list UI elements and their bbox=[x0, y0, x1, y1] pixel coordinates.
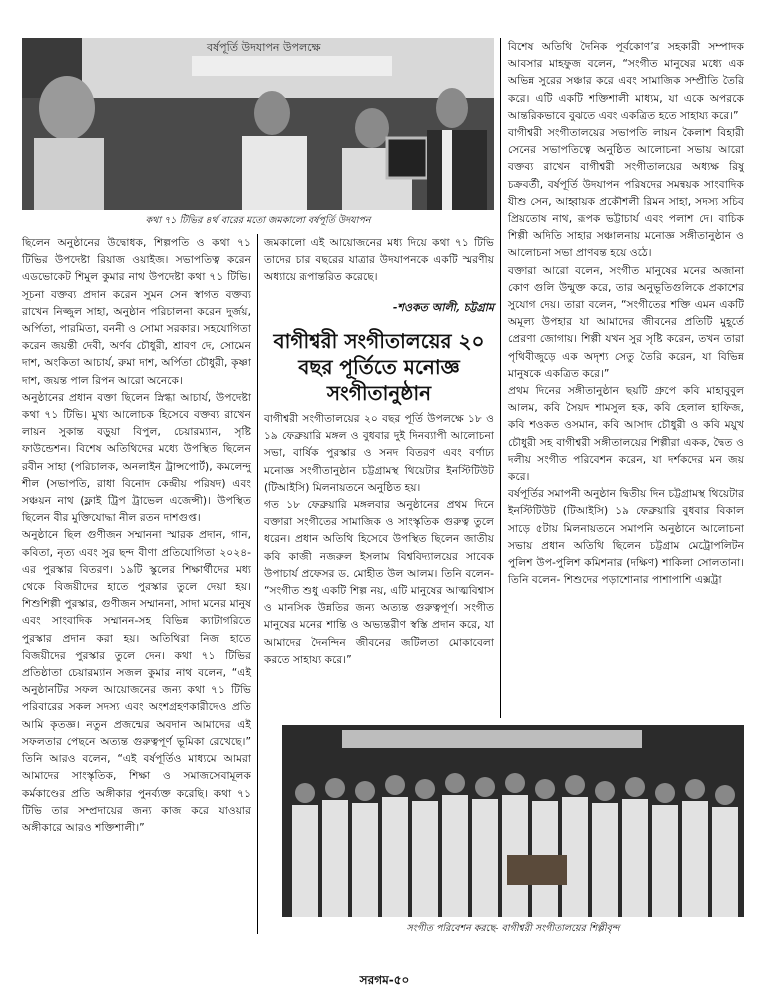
article2-paragraph: বিশেষ অতিথি দৈনিক পূর্বকোণ’র সহকারী সম্পাদক আবসার মাহফুজ বলেন, “সংগীত মানুষের মধ্যে এক অভিন্ন সুরের সঞ্চার করে এবং সামাজিক সম্প্রীতি তৈরি করে। এটি একটি শক্তিশালী মাধ্যম, যা একে অপরকে আন্তরিকভাবে বুঝতে এবং একত্রিত হতে সাহায্য করে।” bbox=[508, 40, 744, 122]
article2-column2 bbox=[264, 410, 494, 668]
bottom-photo bbox=[282, 725, 744, 917]
article1-column1 bbox=[22, 234, 251, 836]
article2-paragraph: বর্ষপূর্তির সমাপনী অনুষ্ঠান দ্বিতীয় দিন চট্টগ্রামস্থ থিয়েটার ইনস্টিটিউট (টিআইসি) ১৯ ফেব্রুয়ারি বুধবার বিকাল সাড়ে ৫টায় মিলনায়তনে সমাপনি অনুষ্ঠানে আলোচনা সভায় প্রধান অতিথি ছিলেন চট্টগ্রাম মেট্রোপলিটন পুলিশ উপ-পুলিশ কমিশনার (দক্ষিণ) শাকিলা সোলতানা। তিনি বলেন- শিশুদের পড়াশোনার পাশাপাশি এক্সট্রা bbox=[508, 487, 744, 587]
article1-paragraph: অনুষ্ঠানে ছিল গুণীজন সম্মাননা স্মারক প্রদান, গান, কবিতা, নৃত্য এবং সুর ছন্দ বীণা প্রতিযোগিতা ২০২৪-এর পুরস্কার বিতরণ। ১৯টি স্কুলের শিক্ষার্থীদের মধ্য থেকে বিজয়ীদের হাতে পুরস্কার তুলে দেয়া হয়। শিশুশিল্পী পুরস্কার, গুণীজন সম্মাননা, সাদা মনের মানুষ এবং সাংবাদিক সম্মানন-সহ বিভিন্ন ক্যাটাগরিতে পুরস্কার প্রদান করা হয়। অতিথিরা নিজ হাতে বিজয়ীদের পুরস্কার তুলে দেন। কথা ৭১ টিভির প্রতিষ্ঠাতা চেয়ারম্যান সজল কুমার নাথ বলেন, “এই অনুষ্ঠানটির সফল আয়োজনের জন্য কথা ৭১ টিভি পরিবারের সকল সদস্য এবং অংশগ্রহণকারীদেও প্রতি আমি কৃতজ্ঞ। নতুন প্রজন্মের অবদান আমাদের এই সফলতার পেছনে অত্যন্ত গুরুত্বপূর্ণ ভূমিকা রেখেছে।” তিনি আরও বলেন, “এই বর্ষপূর্তিও মাধ্যমে আমরা আমাদের সাংস্কৃতিক, শিক্ষা ও সমাজসেবামূলক কর্মকাণ্ডের প্রতি অঙ্গীকার পুনর্ব্যক্ত করেছি। কথা ৭১ টিভি তার সম্প্রদায়ের জন্য কাজ করে যাওয়ার অঙ্গীকারে আরও শক্তিশালী।” bbox=[22, 528, 251, 834]
article2-headline: বাগীশ্বরী সংগীতালয়ের ২০ বছর পূর্তিতে মনোজ্ঞ সংগীতানুষ্ঠান bbox=[273, 329, 485, 405]
article2-column3 bbox=[508, 38, 744, 589]
article2-paragraph: বাগীশ্বরী সংগীতালয়ের ২০ বছর পূর্তি উপলক্ষে ১৮ ও ১৯ ফেব্রুয়ারি মঙ্গল ও বুধবার দুই দিনব্যাপী আলোচনা সভা, বার্ষিক পুরস্কার ও সনদ বিতরণ এবং বর্ণাঢ্য মনোজ্ঞ সংগীতানুষ্ঠান চট্টগ্রামস্থ থিয়েটার ইনস্টিটিউট (টিআইসি) মিলনায়তনে অনুষ্ঠিত হয়। bbox=[264, 412, 494, 494]
article2-paragraph: গত ১৮ ফেব্রুয়ারি মঙ্গলবার অনুষ্ঠানের প্রথম দিনে বক্তারা সংগীতের সামাজিক ও সাংস্কৃতিক গুরুত্ব তুলে ধরেন। প্রধান অতিথি হিসেবে উপস্থিত ছিলেন জাতীয় কবি কাজী নজরুল ইসলাম বিশ্ববিদ্যালয়ের সাবেক উপাচার্য প্রফেসর ড. মোহীত উল আলম। তিনি বলেন- “সংগীত শুধু একটি শিল্প নয়, এটি মানুষের আত্মবিশ্বাস ও মানসিক উন্নতির জন্য অত্যন্ত গুরুত্বপূর্ণ। সংগীত মানুষের মনের শান্তি ও অভ্যন্তরীণ স্বস্তি প্রদান করে, যা আমাদের দৈনন্দিন জীবনের জটিলতা মোকাবেলা করতে সাহায্য করে।” bbox=[264, 498, 494, 666]
article2-paragraph: প্রথম দিনের সঙ্গীতানুষ্ঠান ছয়টি গ্রুপে কবি মাহাবুবুল আলম, কবি সৈয়দ শামসুল হক, কবি হেলাল হাফিজ, কবি শওকত ওসমান, কবি আসাদ চৌধুরী ও কবি ময়ুখ চৌধুরী সহ বাগীশ্বরী সঙ্গীতালয়ের শিল্পীরা একক, দ্বৈত ও দলীয় সংগীত পরিবেশন করেন, যা দর্শকদের মন জয় করে। bbox=[508, 384, 744, 484]
article2-paragraph: বাগীশ্বরী সংগীতালয়ের সভাপতি লায়ন কৈলাশ বিহারী সেনের সভাপতিত্বে অনুষ্ঠিত আলোচনা সভায় আরো বক্তব্য রাখেন বাগীশ্বরী সংগীতালয়ের অধ্যক্ষ রিষু চক্রবর্তী, বর্ষপূর্তি উদযাপন পরিষদের সমন্বয়ক সাংবাদিক যীশু সেন, আহ্বায়ক প্রকৌশলী রিমন সাহা, সদস্য সচিব প্রিয়তোষ নাথ, রূপক ভট্টাচার্য এবং পলাশ দে। বাচিক শিল্পী অদিতি সাহার সঞ্চালনায় মনোজ্ঞ সঙ্গীতানুষ্ঠান ও আলোচনা সভা প্রাণবন্ত হয়ে ওঠে। bbox=[508, 126, 744, 260]
article1-paragraph: ছিলেন অনুষ্ঠানের উদ্বোধক, শিল্পপতি ও কথা ৭১ টিভির উপদেষ্টা রিয়াজ ওয়াইজ। সভাপতিত্ব করেন এডভোকেট শিমুল কুমার নাথ উপদেষ্টা কথা ৭১ টিভি। সূচনা বক্তব্য প্রদান করেন সুমন সেন স্বাগত বক্তব্য রাখেন নিজ্জুল সাহা, অনুষ্ঠান পরিচালনা করেন দুর্জয়, অর্পিতা, পারমিতা, বননী ও সোমা সরকার। সহযোগিতা করেন জয়ন্তী দেবী, অর্ণব চৌধুরী, শ্রাবণ দে, সোমেন দাশ, অংকিতা আচার্য, রুমা দাশ, অর্পিতা চৌধুরী, কৃষ্ণা দাশ, জয়ন্ত পাল রিপন আরো অনেকে। bbox=[22, 236, 251, 387]
column-divider bbox=[500, 38, 501, 718]
article1-byline: -শওকত আলী, চট্টগ্রাম bbox=[392, 301, 494, 314]
award-ceremony-image bbox=[22, 38, 494, 210]
page-number: সরগম-৫০ bbox=[359, 973, 410, 987]
top-photo-caption: কথা ৭১ টিভির ৪র্থ বারের মতো জমকালো বর্ষপূর্তি উদযাপন bbox=[145, 215, 371, 226]
article1-column2 bbox=[264, 234, 494, 286]
top-photo bbox=[22, 38, 494, 210]
bottom-photo-caption: সংগীত পরিবেশন করছে- বাগীশ্বরী সংগীতালয়ের শিল্পীবৃন্দ bbox=[406, 923, 620, 934]
column-divider bbox=[257, 234, 258, 934]
article1-paragraph: জমকালো এই আয়োজনের মধ্য দিয়ে কথা ৭১ টিভি তাদের চার বছরের যাত্রার উদযাপনকে একটি স্মরণীয় অধ্যায়ে রূপান্তরিত করেছে। bbox=[264, 236, 494, 284]
choir-performance-image bbox=[282, 725, 744, 917]
banner-text: বর্ষপূর্তি উদযাপন উপলক্ষে bbox=[207, 41, 321, 54]
article2-paragraph: বক্তারা আরো বলেন, সংগীত মানুষের মনের অজানা কোণ গুলি উন্মুক্ত করে, তার অনুভূতিগুলিকে প্রকাশের সুযোগ দেয়। তারা বলেন, “সংগীতের শক্তি এমন একটি অমূল্য উপহার যা আমাদের জীবনের প্রতিটি মুহূর্তে প্রেরণা জোগায়। শিল্পী যখন সুর সৃষ্টি করেন, তখন তারা পৃথিবীজুড়ে এক অদৃশ্য সেতু তৈরি করেন, যা বিভিন্ন মানুষকে একত্রিত করে।” bbox=[508, 263, 744, 380]
article1-paragraph: অনুষ্ঠানের প্রধান বক্তা ছিলেন স্নিগ্ধা আচার্য, উপদেষ্টা কথা ৭১ টিভি। মুখ্য আলোচক হিসেবে বক্তব্য রাখেন লায়ন সুকান্ত বড়ুয়া বিপুল, চেয়ারম্যান, সৃষ্টি ফাউন্ডেশন। বিশেষ অতিথিদের মধ্যে উপস্থিত ছিলেন রবীন সাহা (পরিচালক, অনলাইন ট্রান্সপোর্ট), কমলেন্দু শীল (সভাপতি, রাধা বিনোদ কেন্দ্রীয় পরিষদ) এবং সঞ্চয়ন নাথ (ফ্লাই ট্রিপ ট্রাভেল এজেন্সী)। উপস্থিত ছিলেন বীর মুক্তিযোদ্ধা নীল রতন দাশগুপ্ত। bbox=[22, 390, 251, 525]
